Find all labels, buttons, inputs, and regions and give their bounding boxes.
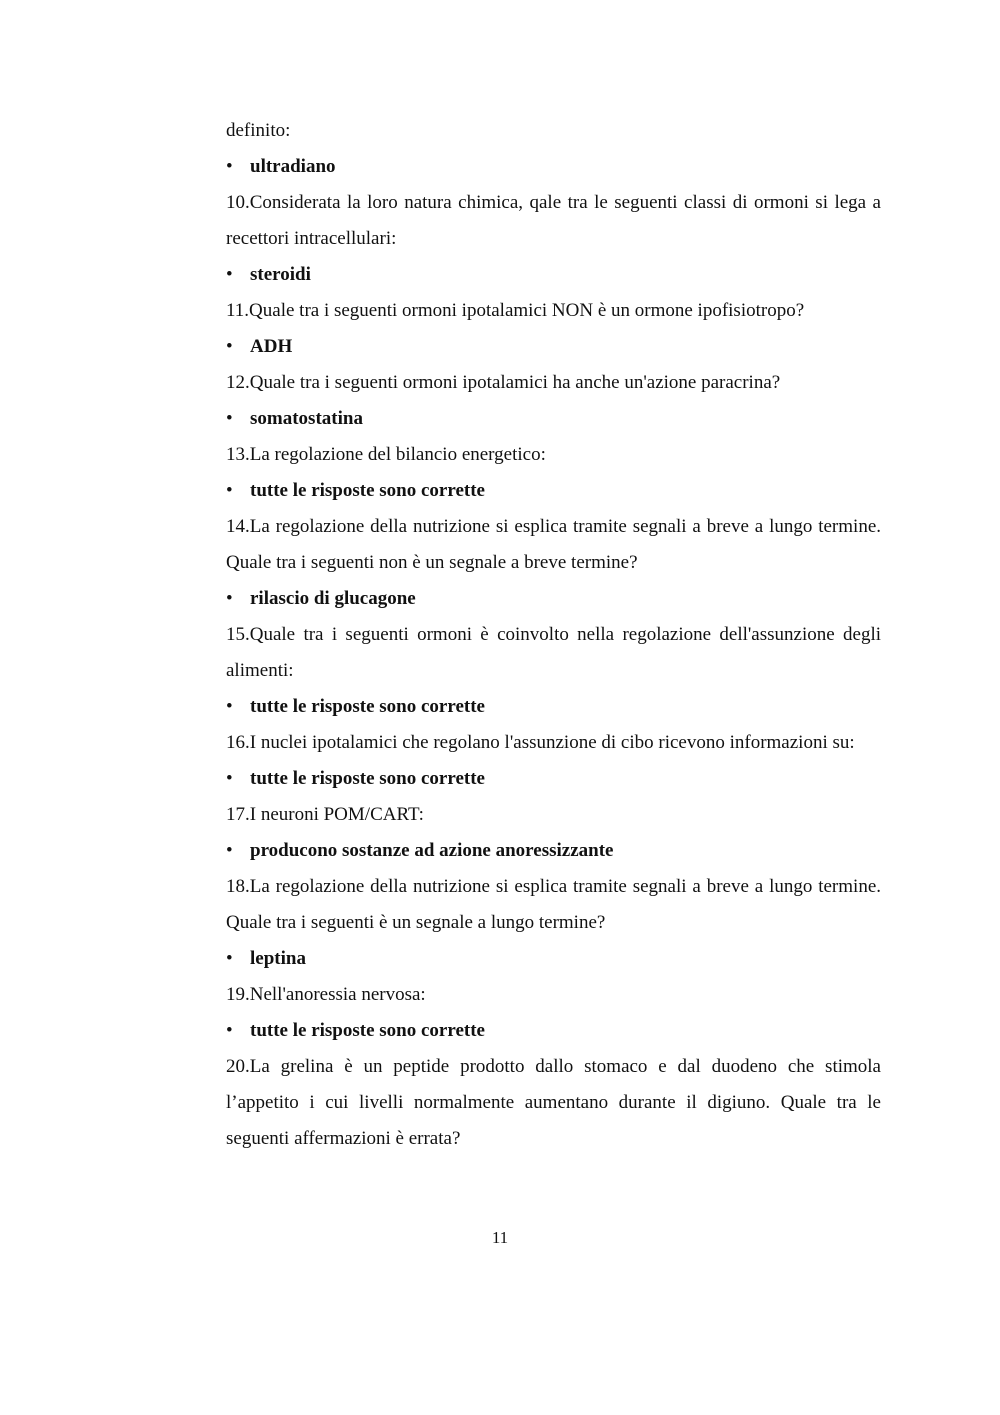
question-text: 14.La regolazione della nutrizione si esplica tramite segnali a breve a lungo termine. Quale tra i seguenti non è un segnale a breve termine? xyxy=(226,516,881,573)
bullet-icon: • xyxy=(226,696,233,717)
question-text: 13.La regolazione del bilancio energetico: xyxy=(226,444,546,465)
answer-text: steroidi xyxy=(250,264,311,285)
page-body xyxy=(226,113,881,1157)
answer-text: ADH xyxy=(250,336,293,357)
answer-item xyxy=(226,149,881,185)
bullet-icon: • xyxy=(226,588,233,609)
answer-item xyxy=(226,833,881,869)
bullet-icon: • xyxy=(226,264,233,285)
question-text: 20.La grelina è un peptide prodotto dallo stomaco e dal duodeno che stimola l’appetito i cui livelli normalmente aumentano durante il digiuno. Quale tra le seguenti affermazioni è errata? xyxy=(226,1056,881,1149)
answer-item xyxy=(226,689,881,725)
page-number: 11 xyxy=(491,1228,509,1247)
question-text: 12.Quale tra i seguenti ormoni ipotalamici ha anche un'azione paracrina? xyxy=(226,372,781,393)
bullet-icon: • xyxy=(226,156,233,177)
bullet-icon: • xyxy=(226,840,233,861)
bullet-icon: • xyxy=(226,480,233,501)
answer-text: rilascio di glucagone xyxy=(250,588,416,609)
text-line: definito: xyxy=(226,120,291,141)
answer-text: leptina xyxy=(250,948,306,969)
bullet-icon: • xyxy=(226,336,233,357)
question-text: 10.Considerata la loro natura chimica, qale tra le seguenti classi di ormoni si lega a recettori intracellulari: xyxy=(226,192,881,249)
bullet-icon: • xyxy=(226,408,233,429)
answer-text: producono sostanze ad azione anoressizzante xyxy=(250,840,614,861)
question-text: 15.Quale tra i seguenti ormoni è coinvolto nella regolazione dell'assunzione degli alimenti: xyxy=(226,624,881,681)
bullet-icon: • xyxy=(226,948,233,969)
answer-text: tutte le risposte sono corrette xyxy=(250,480,485,501)
answer-item xyxy=(226,329,881,365)
answer-item xyxy=(226,1013,881,1049)
bullet-icon: • xyxy=(226,1020,233,1041)
question-text: 11.Quale tra i seguenti ormoni ipotalamici NON è un ormone ipofisiotropo? xyxy=(226,300,805,321)
answer-item xyxy=(226,581,881,617)
answer-text: ultradiano xyxy=(250,156,336,177)
question-text: 19.Nell'anoressia nervosa: xyxy=(226,984,426,1005)
answer-item xyxy=(226,257,881,293)
answer-text: tutte le risposte sono corrette xyxy=(250,1020,485,1041)
bullet-icon: • xyxy=(226,768,233,789)
answer-item xyxy=(226,941,881,977)
answer-text: tutte le risposte sono corrette xyxy=(250,696,485,717)
question-text: 18.La regolazione della nutrizione si esplica tramite segnali a breve a lungo termine. Quale tra i seguenti è un segnale a lungo termine? xyxy=(226,876,881,933)
answer-item xyxy=(226,473,881,509)
answer-item xyxy=(226,401,881,437)
question-text: 16.I nuclei ipotalamici che regolano l'assunzione di cibo ricevono informazioni su: xyxy=(226,732,855,753)
question-text: 17.I neuroni POM/CART: xyxy=(226,804,424,825)
answer-item xyxy=(226,761,881,797)
answer-text: somatostatina xyxy=(250,408,363,429)
answer-text: tutte le risposte sono corrette xyxy=(250,768,485,789)
